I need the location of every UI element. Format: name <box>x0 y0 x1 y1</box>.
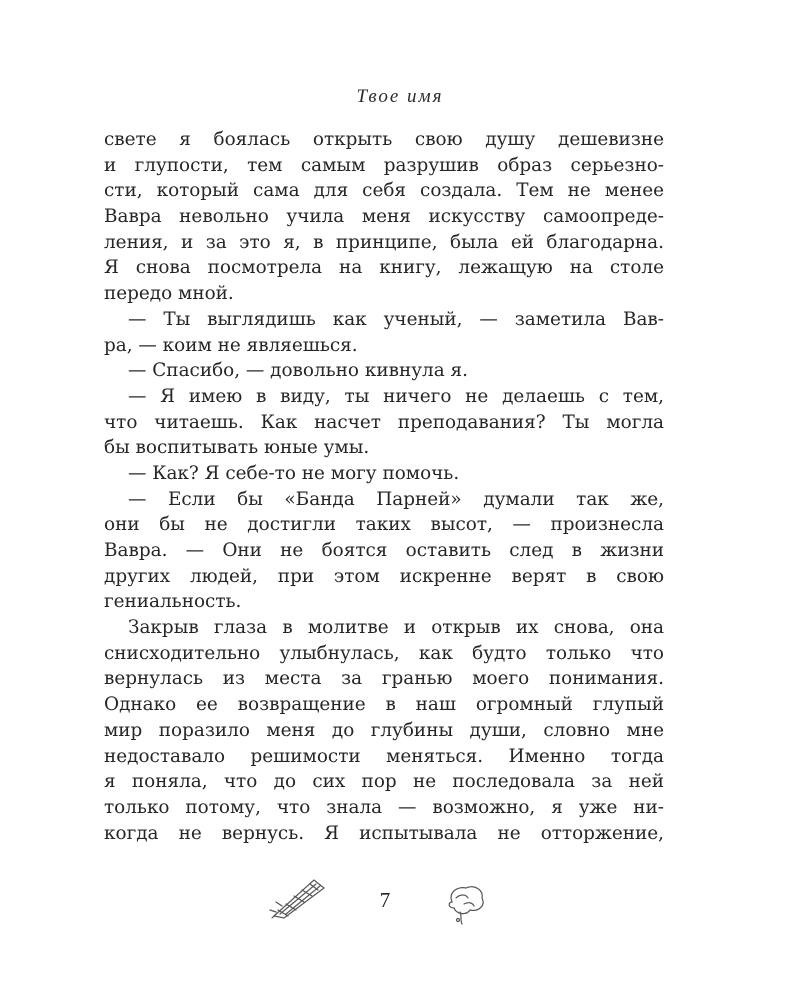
text-line: мир поразило меня до глубины души, словно мне <box>104 719 664 741</box>
text-line: они бы не достигли таких высот, — произнесла <box>104 514 664 536</box>
text-line: когда не вернусь. Я испытывала не отторжение, <box>104 822 664 844</box>
text-line: — Как? Я себе-то не могу помочь. <box>128 462 460 484</box>
page-footer <box>0 868 800 938</box>
page-number: 7 <box>379 888 391 912</box>
feather-doodle-icon <box>266 876 330 924</box>
text-line: свете я боялась открыть свою душу дешевизне <box>104 129 664 150</box>
text-line: — Спасибо, — довольно кивнула я. <box>128 360 468 382</box>
text-line: только потому, что знала — возможно, я уже ни- <box>104 796 664 818</box>
text-line: Вавра невольно учила меня искусству самоопреде- <box>104 206 664 228</box>
running-head-title: Твое имя <box>356 86 444 107</box>
text-line: Вавра. — Они не боятся оставить след в жизни <box>104 540 664 561</box>
text-line: Однако ее возвращение в наш огромный глупый <box>104 694 664 716</box>
text-line: я поняла, что до сих пор не последовала за ней <box>104 771 664 793</box>
text-line: — Я имею в виду, ты ничего не делаешь с тем, <box>128 385 664 407</box>
text-line: ра, — коим не являешься. <box>104 334 358 356</box>
text-line: Закрыв глаза в молитве и открыв их снова, она <box>128 617 664 639</box>
text-line: — Ты выглядишь как ученый, — заметила Вав- <box>128 308 664 330</box>
text-line: других людей, при этом искренне верят в свою <box>104 565 664 587</box>
text-line: снисходительно улыбнулась, как будто только что <box>104 642 664 664</box>
text-line: вернулась из места за гранью моего понимания. <box>104 668 664 690</box>
text-line: — Если бы «Банда Парней» думали так же, <box>128 488 664 510</box>
text-line: передо мной. <box>104 283 234 305</box>
text-line: Я снова посмотрела на книгу, лежащую на столе <box>104 257 664 279</box>
body-text <box>104 127 664 846</box>
text-line: ления, и за это я, в принципе, была ей благодарна. <box>104 231 664 253</box>
text-line: гениальность. <box>104 591 242 613</box>
text-line: бы воспитывать юные умы. <box>104 437 370 459</box>
text-line: недоставало решимости меняться. Именно тогда <box>104 745 664 767</box>
text-line: и глупости, тем самым разрушив образ серьезно- <box>104 154 664 176</box>
text-line: что читаешь. Как насчет преподавания? Ты могла <box>104 411 664 433</box>
text-line: сти, который сама для себя создала. Тем не менее <box>104 180 664 202</box>
thought-bubble-doodle-icon <box>442 882 490 930</box>
